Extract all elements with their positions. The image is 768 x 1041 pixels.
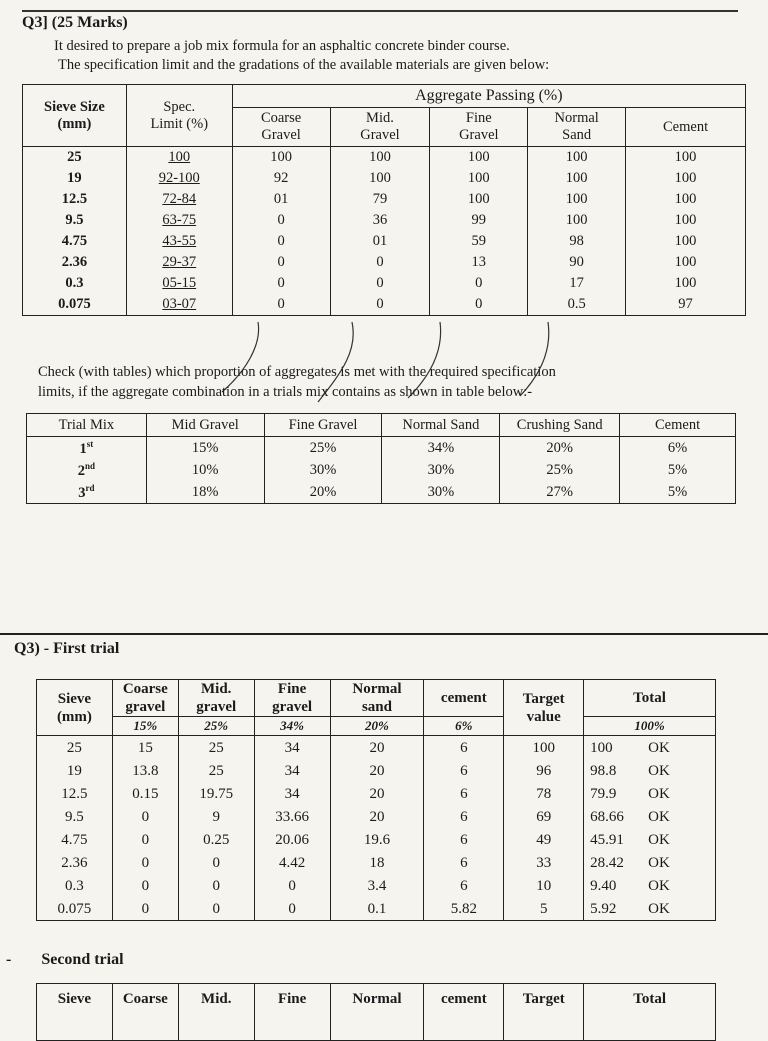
solution-total-cell [584,736,716,760]
solution-cell-target: 33 [504,851,584,874]
fine-percent: 34% [254,717,330,736]
target-label-2: value [526,708,561,725]
solution-cell-ns: 20 [330,759,424,782]
solution-cell-mg: 0 [178,851,254,874]
solution-total-cell [584,782,716,805]
total-value: 100 [590,739,613,756]
gradation-cell-spec: 63-75 [126,210,232,231]
solution-total-cell [584,828,716,851]
solution-cell-mg: 19.75 [178,782,254,805]
solution-cell-fg: 33.66 [254,805,330,828]
status-badge: OK [648,785,670,802]
pen-annotation-marks [0,0,768,420]
mid-percent: 25% [178,717,254,736]
solution-cell-ce: 5.82 [424,897,504,921]
total-value: 28.42 [590,854,624,871]
trial-cell: 6% [620,437,736,460]
target-value-header [504,680,584,736]
solution-row [37,759,716,782]
solution-cell-sieve: 2.36 [37,851,113,874]
solution-row [37,851,716,874]
trial-number: 3 [78,484,86,501]
solution-cell-cg: 0 [112,828,178,851]
check-line-1: Check (with tables) which proportion of aggregates is met with the required specification [38,364,556,380]
gradation-cell-fg: 13 [430,252,528,273]
mid-gravel-header-2: Mid. [178,984,254,1041]
sieve-unit: (mm) [56,708,92,725]
trial-cell: 25% [500,459,620,481]
gradation-cell-ns: 100 [528,147,626,169]
gradation-cell-fg: 59 [430,231,528,252]
gradation-cell-sieve: 0.075 [23,294,127,316]
solution-cell-target: 5 [504,897,584,921]
sieve-header-2: Sieve [37,984,113,1041]
normal-sand-header [330,680,424,717]
sieve-size-unit: (mm) [57,115,92,132]
gradation-cell-sieve: 9.5 [23,210,127,231]
solution-cell-mg: 0 [178,874,254,897]
trial-number-cell [27,459,147,481]
solution-cell-target: 100 [504,736,584,760]
trial-mix-table [26,413,736,504]
trial-ordinal: nd [85,460,96,471]
solution-cell-fg: 4.42 [254,851,330,874]
coarse-gravel-header-2: Coarse [112,984,178,1041]
solution-cell-cg: 0 [112,851,178,874]
gradation-cell-ns: 100 [528,210,626,231]
material-name-line-1: Mid. [366,110,394,126]
gradation-cell-cg: 100 [232,147,330,169]
section-divider [0,633,768,635]
cement-header: cement [424,680,504,717]
solution-cell-mg: 0.25 [178,828,254,851]
solution-cell-ce: 6 [424,782,504,805]
gradation-cell-mg: 79 [330,189,430,210]
gradation-cell-cg: 0 [232,273,330,294]
gradation-cell-mg: 0 [330,294,430,316]
target-label-1: Target [522,690,565,707]
trial-cell: 34% [382,437,500,460]
trial-row [27,459,736,481]
trial-cell: 30% [382,481,500,504]
mid-label-1: Mid. [201,681,232,697]
solution-cell-ce: 6 [424,759,504,782]
second-trial-table [36,983,716,1041]
trial-header-cell: Crushing Sand [500,414,620,437]
gradation-cell-sieve: 2.36 [23,252,127,273]
gradation-cell-sieve: 4.75 [23,231,127,252]
solution-cell-target: 10 [504,874,584,897]
gradation-cell-sieve: 25 [23,147,127,169]
trial-cell: 5% [620,459,736,481]
trial-cell: 30% [382,459,500,481]
solution-cell-ce: 6 [424,828,504,851]
gradation-cell-ns: 100 [528,189,626,210]
coarse-percent: 15% [112,717,178,736]
gradation-cell-spec: 43-55 [126,231,232,252]
sieve-label: Sieve [57,690,92,707]
solution-row [37,782,716,805]
status-badge: OK [648,831,670,848]
solution-cell-ns: 20 [330,805,424,828]
first-trial-label: Q3) - First trial [14,640,120,657]
status-badge: OK [648,900,670,917]
solution-cell-ns: 3.4 [330,874,424,897]
solution-cell-cg: 0 [112,805,178,828]
trial-row [27,437,736,460]
bullet: - [6,951,12,968]
gradation-cell-cg: 92 [232,168,330,189]
status-badge: OK [648,808,670,825]
gradation-cell-fg: 99 [430,210,528,231]
solution-row [37,736,716,760]
material-name-line-2: Sand [562,127,592,143]
normal-sand-header-2: Normal [330,984,424,1041]
solution-cell-cg: 0 [112,874,178,897]
first-trial-table [36,679,716,921]
solution-cell-ns: 20 [330,782,424,805]
solution-cell-fg: 34 [254,736,330,760]
aggregate-passing-header: Aggregate Passing (%) [232,85,745,108]
gradation-cell-fg: 100 [430,147,528,169]
solution-total-cell [584,805,716,828]
total-value: 68.66 [590,808,624,825]
trial-number-cell [27,481,147,504]
solution-cell-ce: 6 [424,736,504,760]
gradation-cell-ns: 98 [528,231,626,252]
mid-gravel-header [178,680,254,717]
solution-cell-ns: 0.1 [330,897,424,921]
gradation-cell-fg: 0 [430,294,528,316]
sieve-size-label: Sieve Size [44,98,105,115]
gradation-cell-ns: 17 [528,273,626,294]
question-line-2: The specification limit and the gradations of the available materials are given below: [58,57,550,73]
solution-cell-sieve: 0.3 [37,874,113,897]
fine-label-1: Fine [277,681,307,697]
spec-label: Spec. [163,98,196,115]
gradation-cell-sieve: 0.3 [23,273,127,294]
gradation-cell-ce: 100 [626,231,746,252]
trial-mix-body [27,437,736,504]
solution-cell-ce: 6 [424,851,504,874]
gradation-cell-cg: 0 [232,294,330,316]
solution-cell-ce: 6 [424,874,504,897]
solution-cell-ce: 6 [424,805,504,828]
total-header: Total [584,680,716,717]
solution-total-cell [584,851,716,874]
trial-cell: 20% [264,481,382,504]
trial-number: 2 [77,462,86,479]
material-name-line-1: Coarse [260,110,302,126]
trial-mix-header-row [27,414,736,437]
material-name-line-1: Fine [465,110,492,126]
gradation-cell-mg: 100 [330,147,430,169]
solution-cell-mg: 25 [178,736,254,760]
coarse-label-1: Coarse [122,681,168,697]
gradation-cell-cg: 01 [232,189,330,210]
status-badge: OK [648,762,670,779]
solution-cell-target: 78 [504,782,584,805]
solution-cell-cg: 0.15 [112,782,178,805]
status-badge: OK [648,854,670,871]
gradation-cell-spec: 72-84 [126,189,232,210]
gradation-cell-cg: 0 [232,252,330,273]
coarse-label-2: gravel [125,699,166,715]
question-header: Q3] (25 Marks) [22,14,128,31]
gradation-cell-cg: 0 [232,231,330,252]
trial-cell: 25% [264,437,382,460]
gradation-cell-ce: 100 [626,168,746,189]
solution-cell-mg: 0 [178,897,254,921]
gradation-cell-mg: 0 [330,273,430,294]
trial-header-cell: Cement [620,414,736,437]
second-trial-label [6,951,124,969]
solution-cell-mg: 9 [178,805,254,828]
trial-cell: 20% [500,437,620,460]
solution-cell-fg: 20.06 [254,828,330,851]
trial-ordinal: st [86,438,94,449]
trial-header-cell: Normal Sand [382,414,500,437]
gradation-cell-sieve: 19 [23,168,127,189]
gradation-cell-spec: 03-07 [126,294,232,316]
coarse-gravel-header [112,680,178,717]
solution-cell-sieve: 19 [37,759,113,782]
total-value: 5.92 [590,900,617,917]
solution-cell-sieve: 0.075 [37,897,113,921]
solution-cell-cg: 15 [112,736,178,760]
fine-gravel-header-2: Fine [254,984,330,1041]
trial-header-cell: Fine Gravel [264,414,382,437]
second-trial-text: Second trial [41,951,124,968]
trial-number-cell [27,437,147,460]
trial-cell: 18% [146,481,264,504]
material-name-line-1: Cement [663,118,709,135]
gradation-cell-ce: 100 [626,147,746,169]
solution-cell-ns: 19.6 [330,828,424,851]
gradation-cell-fg: 100 [430,168,528,189]
gradation-cell-fg: 100 [430,189,528,210]
gradation-cell-spec: 92-100 [126,168,232,189]
gradation-cell-ce: 100 [626,189,746,210]
gradation-cell-ns: 100 [528,168,626,189]
trial-header-cell: Mid Gravel [146,414,264,437]
sand-label-1: Normal [352,681,402,697]
solution-cell-sieve: 12.5 [37,782,113,805]
solution-row [37,897,716,921]
trial-number: 1 [79,440,87,457]
trial-cell: 10% [146,459,264,481]
solution-cell-fg: 0 [254,874,330,897]
gradation-cell-spec: 05-15 [126,273,232,294]
solution-cell-target: 96 [504,759,584,782]
solution-row [37,805,716,828]
target-header-2: Target [504,984,584,1041]
gradation-cell-mg: 0 [330,252,430,273]
solution-cell-target: 69 [504,805,584,828]
status-badge: OK [648,877,670,894]
sand-percent: 20% [330,717,424,736]
fine-label-2: gravel [272,699,313,715]
gradation-cell-ce: 97 [626,294,746,316]
gradation-cell-ns: 90 [528,252,626,273]
solution-cell-target: 49 [504,828,584,851]
trial-cell: 30% [264,459,382,481]
gradation-cell-ce: 100 [626,210,746,231]
solution-cell-fg: 0 [254,897,330,921]
solution-cell-cg: 13.8 [112,759,178,782]
trial-header-cell: Trial Mix [27,414,147,437]
question-line-1: It desired to prepare a job mix formula for an asphaltic concrete binder course. [54,38,510,54]
material-name-line-2: Gravel [261,127,301,143]
solution-cell-sieve: 9.5 [37,805,113,828]
solution-row [37,828,716,851]
solution-cell-sieve: 25 [37,736,113,760]
fine-gravel-header [254,680,330,717]
gradation-cell-ce: 100 [626,252,746,273]
solution-cell-fg: 34 [254,782,330,805]
total-value: 45.91 [590,831,624,848]
first-trial-body [37,736,716,921]
gradation-cell-mg: 100 [330,168,430,189]
solution-cell-fg: 34 [254,759,330,782]
material-name-line-2: Gravel [459,127,499,143]
gradation-cell-spec: 100 [126,147,232,169]
solution-cell-sieve: 4.75 [37,828,113,851]
spec-unit: Limit (%) [150,115,209,132]
material-name-line-2: Gravel [360,127,400,143]
total-value: 98.8 [590,762,617,779]
cement-header-2: cement [424,984,504,1041]
solution-cell-ns: 18 [330,851,424,874]
trial-cell: 27% [500,481,620,504]
solution-total-cell [584,874,716,897]
gradation-cell-mg: 01 [330,231,430,252]
status-badge: OK [648,739,670,756]
solution-cell-mg: 25 [178,759,254,782]
trial-cell: 15% [146,437,264,460]
material-name-line-1: Normal [554,110,599,126]
gradation-cell-cg: 0 [232,210,330,231]
sand-label-2: sand [361,699,392,715]
solution-total-cell [584,759,716,782]
gradation-cell-mg: 36 [330,210,430,231]
trial-ordinal: rd [85,482,95,493]
gradation-cell-spec: 29-37 [126,252,232,273]
solution-row [37,874,716,897]
cement-percent: 6% [424,717,504,736]
total-header-2: Total [584,984,716,1041]
gradation-cell-fg: 0 [430,273,528,294]
gradation-cell-ns: 0.5 [528,294,626,316]
total-percent: 100% [584,717,716,736]
sieve-header [37,680,113,736]
total-value: 9.40 [590,877,617,894]
solution-cell-ns: 20 [330,736,424,760]
check-line-2: limits, if the aggregate combination in a trials mix contains as shown in table below:- [38,384,533,400]
solution-total-cell [584,897,716,921]
gradation-cell-sieve: 12.5 [23,189,127,210]
solution-cell-cg: 0 [112,897,178,921]
gradation-cell-ce: 100 [626,273,746,294]
mid-label-2: gravel [196,699,237,715]
total-value: 79.9 [590,785,617,802]
trial-row [27,481,736,504]
trial-cell: 5% [620,481,736,504]
